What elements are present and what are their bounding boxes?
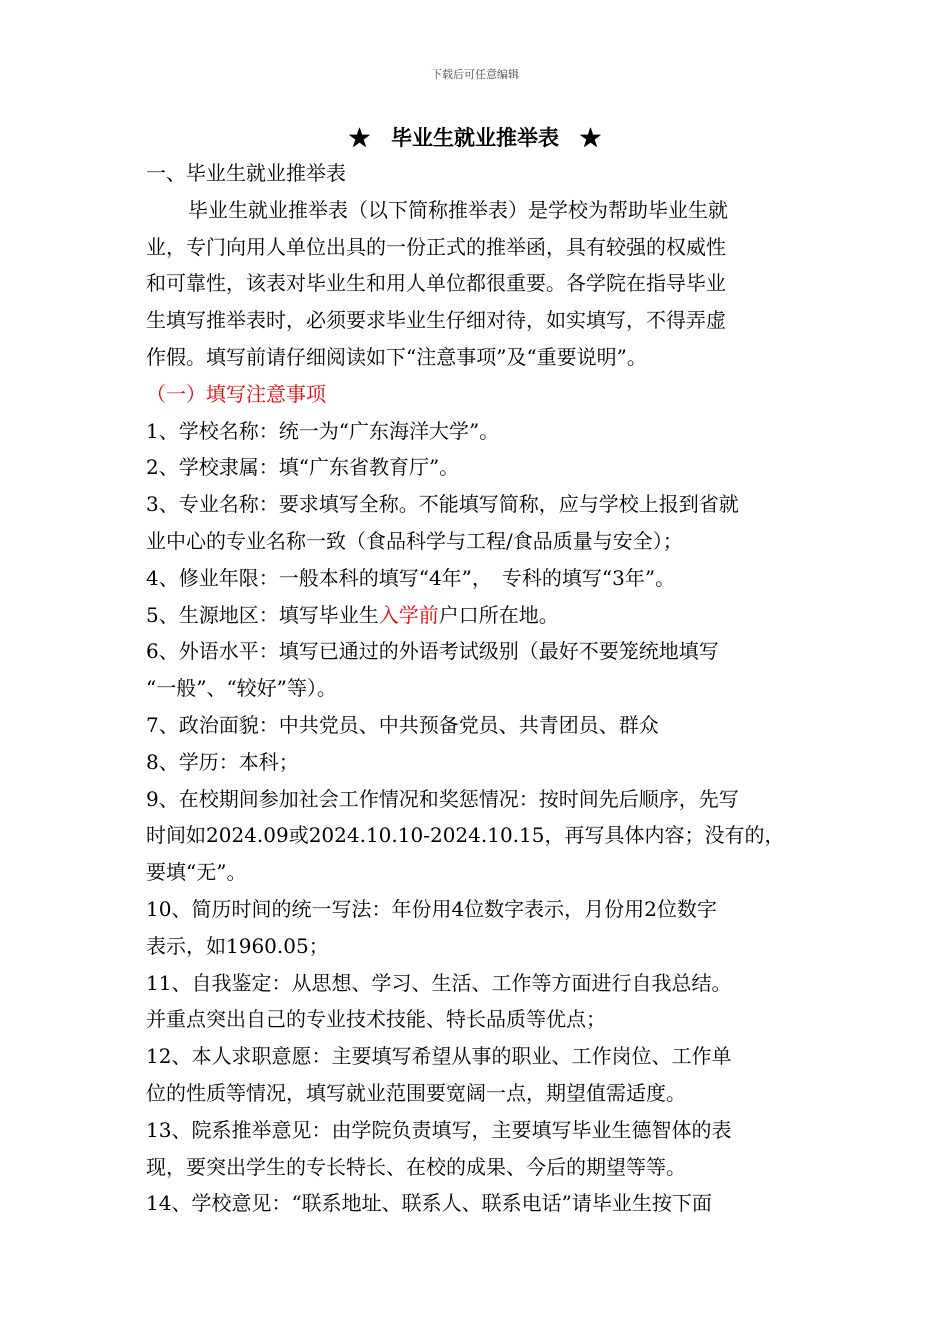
intro-paragraph-line: 毕业生就业推举表（以下简称推举表）是学校为帮助毕业生就 <box>188 197 728 222</box>
item-social-work-cont: 要填“无”。 <box>146 860 247 885</box>
intro-paragraph-line: 和可靠性，该表对毕业生和用人单位都很重要。各学院在指导毕业 <box>146 271 726 296</box>
document-body <box>146 155 826 1222</box>
item-school-name: 1、学校名称：统一为“广东海洋大学”。 <box>146 418 500 443</box>
item-resume-dates-cont: 表示，如1960.05； <box>146 933 329 958</box>
item-origin-region <box>146 597 826 634</box>
item-school-affiliation: 2、学校隶属：填“广东省教育厅”。 <box>146 455 460 480</box>
item-job-intention: 12、本人求职意愿：主要填写希望从事的职业、工作岗位、工作单 <box>146 1044 732 1069</box>
item-school-opinion: 14、学校意见：“联系地址、联系人、联系电话”请毕业生按下面 <box>146 1191 712 1216</box>
item-major-name-cont: 业中心的专业名称一致（食品科学与工程/食品质量与安全）； <box>146 528 683 553</box>
item-major-name: 3、专业名称：要求填写全称。不能填写简称，应与学校上报到省就 <box>146 492 739 517</box>
item-political-status: 7、政治面貌：中共党员、中共预备党员、共青团员、群众 <box>146 712 659 737</box>
item-department-opinion: 13、院系推举意见：由学院负责填写，主要填写毕业生德智体的表 <box>146 1117 732 1142</box>
document-title: ★ 毕业生就业推举表 ★ <box>349 125 601 150</box>
item-social-work-cont: 时间如2024.09或2024.10.10-2024.10.15，再写具体内容；没有的， <box>146 823 785 848</box>
item-education: 8、学历：本科； <box>146 749 299 774</box>
origin-text-post: 户口所在地。 <box>438 602 559 627</box>
item-foreign-language-cont: “一般”、“较好”等）。 <box>146 676 337 701</box>
section-heading: 一、毕业生就业推举表 <box>146 161 346 185</box>
item-self-assessment-cont: 并重点突出自己的专业技术技能、特长品质等优点； <box>146 1007 606 1032</box>
item-foreign-language: 6、外语水平：填写已通过的外语考试级别（最好不要笼统地填写 <box>146 639 719 664</box>
intro-paragraph-line: 作假。填写前请仔细阅读如下“注意事项”及“重要说明”。 <box>146 344 647 369</box>
intro-paragraph-line: 生填写推举表时，必须要求毕业生仔细对待，如实填写，不得弄虚 <box>146 308 726 333</box>
item-social-work: 9、在校期间参加社会工作情况和奖惩情况：按时间先后顺序，先写 <box>146 786 739 811</box>
header-note: 下载后可任意编辑 <box>431 68 519 81</box>
item-department-opinion-cont: 现，要突出学生的专长特长、在校的成果、今后的期望等等。 <box>146 1154 686 1179</box>
item-study-years: 4、修业年限：一般本科的填写“4年”， 专科的填写“3年”。 <box>146 565 676 590</box>
subheading-notes: （一）填写注意事项 <box>146 381 326 406</box>
item-self-assessment: 11、自我鉴定：从思想、学习、生活、工作等方面进行自我总结。 <box>146 970 732 995</box>
intro-paragraph-line: 业，专门向用人单位出具的一份正式的推举函，具有较强的权威性 <box>146 234 726 259</box>
origin-text-pre: 5、生源地区：填写毕业生 <box>146 602 379 627</box>
item-job-intention-cont: 位的性质等情况，填写就业范围要宽阔一点，期望值需适度。 <box>146 1080 686 1105</box>
origin-highlight: 入学前 <box>378 602 439 627</box>
item-resume-dates: 10、简历时间的统一写法：年份用4位数字表示，月份用2位数字 <box>146 896 717 921</box>
